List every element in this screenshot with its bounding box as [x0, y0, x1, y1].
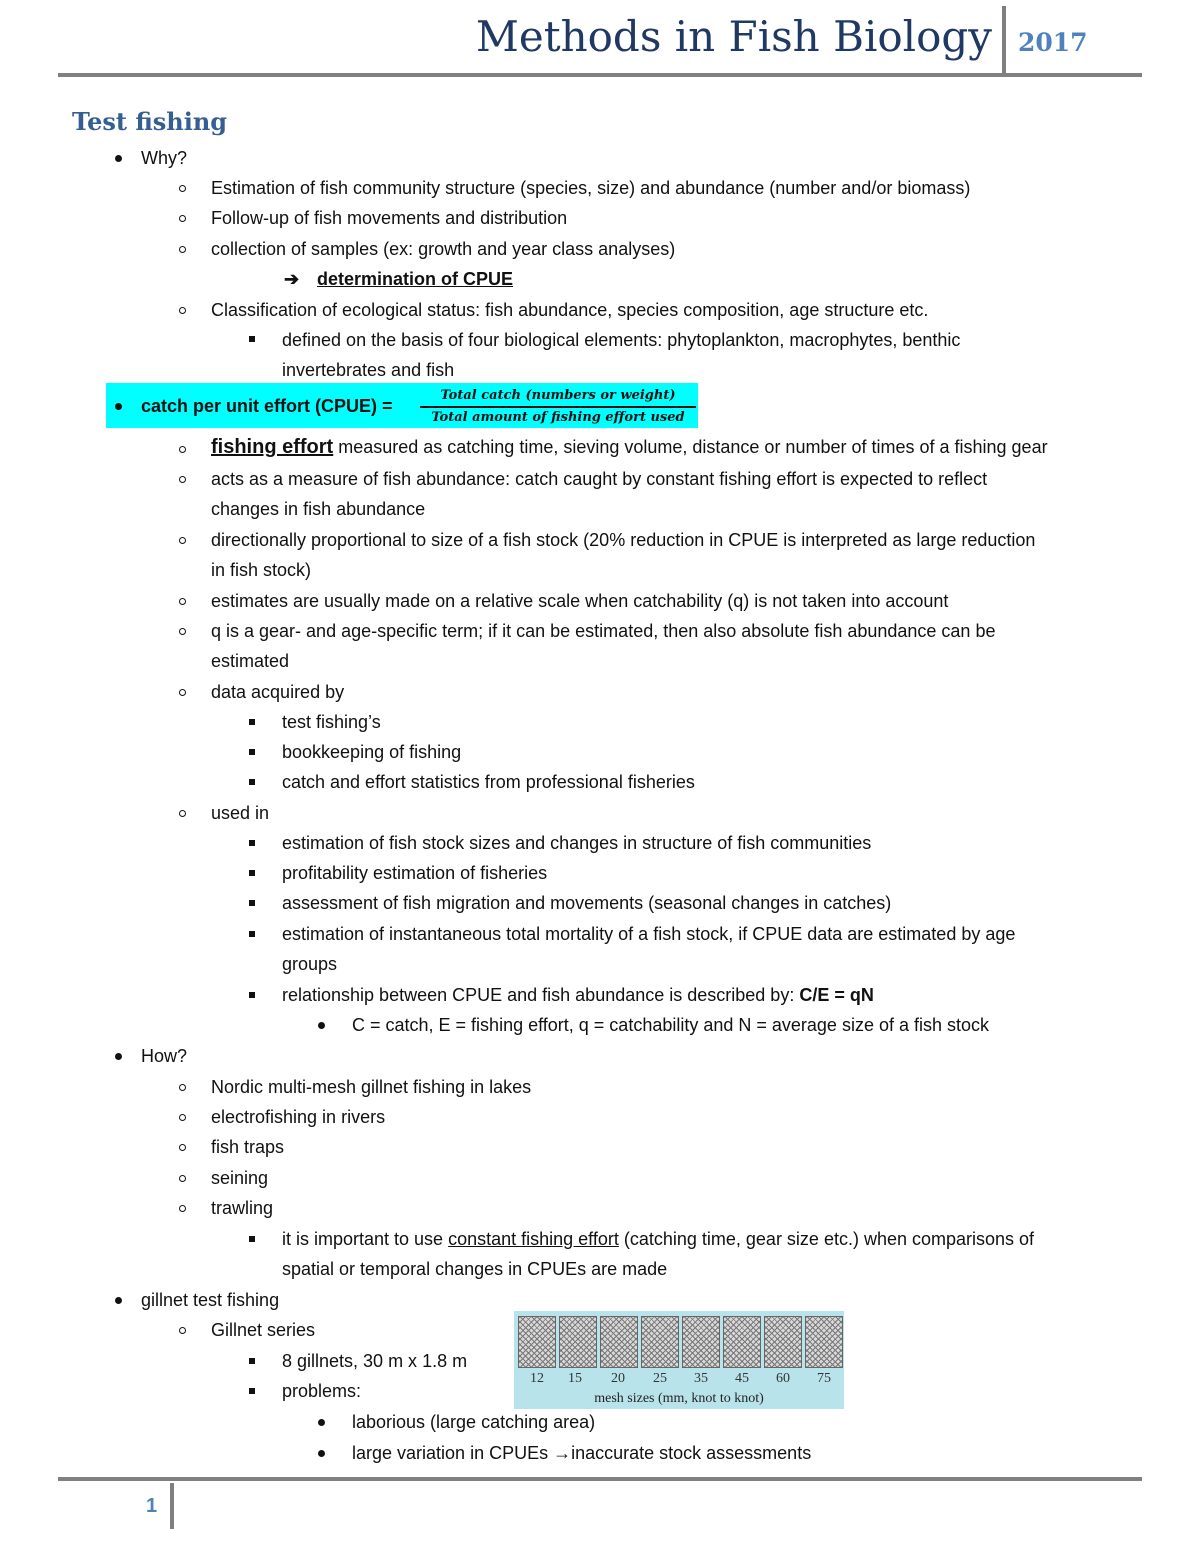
used-item: assessment of fish migration and movements (seasonal changes in catches)	[282, 893, 892, 913]
why-item: collection of samples (ex: growth and year class analyses)	[211, 239, 676, 259]
how-item: seining	[211, 1168, 269, 1188]
circle-bullet-icon	[179, 1084, 186, 1091]
effort-term: fishing effort	[211, 436, 334, 458]
bullet-icon	[318, 1022, 325, 1029]
footer-divider	[170, 1483, 174, 1529]
square-bullet-icon	[249, 749, 255, 755]
problem-item	[352, 1438, 811, 1468]
circle-bullet-icon	[179, 810, 186, 817]
measure-item: acts as a measure of fish abundance: catch caught by constant fishing effort is expected to reflect	[211, 469, 988, 489]
circle-bullet-icon	[179, 215, 186, 222]
circle-bullet-icon	[179, 598, 186, 605]
cpue-label: catch per unit effort (CPUE) =	[141, 396, 393, 416]
circle-bullet-icon	[179, 537, 186, 544]
circle-bullet-icon	[179, 246, 186, 253]
bullet-icon	[318, 1419, 325, 1426]
formula-definition: C = catch, E = fishing effort, q = catchability and N = average size of a fish stock	[352, 1015, 990, 1035]
arrow-icon: ➔	[284, 269, 300, 289]
gillnet-label: gillnet test fishing	[141, 1290, 280, 1310]
constant-effort-item	[282, 1224, 1034, 1254]
data-acquired-label: data acquired by	[211, 682, 345, 702]
header-divider	[1002, 6, 1006, 74]
bullet-icon	[115, 403, 122, 410]
used-item: profitability estimation of fisheries	[282, 863, 548, 883]
mesh-size-label: 35	[694, 1371, 708, 1386]
mesh-panel	[682, 1316, 720, 1368]
constant-effort-continued: spatial or temporal changes in CPUEs are made	[282, 1259, 668, 1279]
catchability-item-continued: estimated	[211, 651, 290, 671]
proportional-item-continued: in fish stock)	[211, 560, 312, 580]
variation-pre: large variation in CPUEs	[352, 1443, 554, 1463]
mesh-size-label: 60	[776, 1371, 790, 1386]
square-bullet-icon	[249, 870, 255, 876]
why-label: Why?	[141, 148, 188, 168]
circle-bullet-icon	[179, 185, 186, 192]
variation-post: inaccurate stock assessments	[571, 1443, 812, 1463]
gillnet-mesh-figure	[514, 1311, 844, 1409]
mesh-panel	[559, 1316, 597, 1368]
mesh-panel	[641, 1316, 679, 1368]
bullet-icon	[115, 1297, 122, 1304]
square-bullet-icon	[249, 931, 255, 937]
gillnet-count: 8 gillnets, 30 m x 1.8 m	[282, 1351, 468, 1371]
square-bullet-icon	[249, 840, 255, 846]
problems-label: problems:	[282, 1381, 362, 1401]
mesh-panel	[764, 1316, 802, 1368]
used-in-label: used in	[211, 803, 270, 823]
bullet-icon	[318, 1450, 325, 1457]
mesh-panel	[518, 1316, 556, 1368]
circle-bullet-icon	[179, 1205, 186, 1212]
section-heading: Test fishing	[72, 107, 228, 136]
document-title: Methods in Fish Biology	[475, 12, 992, 61]
mesh-size-label: 45	[735, 1371, 749, 1386]
square-bullet-icon	[249, 900, 255, 906]
mesh-panel	[600, 1316, 638, 1368]
classification-item: Classification of ecological status: fish abundance, species composition, age structure etc.	[211, 300, 929, 320]
data-item: test fishing’s	[282, 712, 381, 732]
mortality-item: estimation of instantaneous total mortality of a fish stock, if CPUE data are estimated by age	[282, 924, 1016, 944]
why-item: Follow-up of fish movements and distribution	[211, 208, 568, 228]
mesh-size-label: 15	[568, 1371, 582, 1386]
data-item: catch and effort statistics from professional fisheries	[282, 772, 695, 792]
mesh-size-label: 25	[653, 1371, 667, 1386]
square-bullet-icon	[249, 1358, 255, 1364]
relationship-text: relationship between CPUE and fish abundance is described by:	[282, 985, 800, 1005]
circle-bullet-icon	[179, 446, 186, 453]
how-label: How?	[141, 1046, 188, 1066]
square-bullet-icon	[249, 779, 255, 785]
measure-item-continued: changes in fish abundance	[211, 499, 426, 519]
circle-bullet-icon	[179, 307, 186, 314]
page-number: 1	[146, 1495, 158, 1517]
cpue-numerator: Total catch (numbers or weight)	[440, 388, 676, 403]
square-bullet-icon	[249, 1236, 255, 1242]
bullet-icon	[115, 1053, 122, 1060]
how-item: fish traps	[211, 1137, 285, 1157]
how-item: trawling	[211, 1198, 274, 1218]
constant-effort-term: constant fishing effort	[448, 1229, 619, 1249]
mesh-size-label: 75	[817, 1371, 831, 1386]
square-bullet-icon	[249, 719, 255, 725]
how-item: Nordic multi-mesh gillnet fishing in lakes	[211, 1077, 532, 1097]
why-item: Estimation of fish community structure (species, size) and abundance (number and/or biomass)	[211, 178, 971, 198]
relationship-formula: C/E = qN	[799, 985, 874, 1005]
mesh-size-label: 12	[530, 1371, 544, 1386]
gillnet-series: Gillnet series	[211, 1320, 316, 1340]
mesh-panel	[805, 1316, 843, 1368]
circle-bullet-icon	[179, 689, 186, 696]
data-item: bookkeeping of fishing	[282, 742, 462, 762]
circle-bullet-icon	[179, 1114, 186, 1121]
circle-bullet-icon	[179, 1144, 186, 1151]
footer-rule	[58, 1477, 1142, 1481]
relative-scale-item: estimates are usually made on a relative scale when catchability (q) is not taken into account	[211, 591, 949, 611]
used-item: estimation of fish stock sizes and changes in structure of fish communities	[282, 833, 872, 853]
circle-bullet-icon	[179, 476, 186, 483]
effort-item	[211, 432, 1048, 462]
defined-item-continued: invertebrates and fish	[282, 360, 455, 380]
problem-item: laborious (large catching area)	[352, 1412, 596, 1432]
bullet-icon	[115, 155, 122, 162]
catchability-item: q is a gear- and age-specific term; if it can be estimated, then also absolute fish abundance can be	[211, 621, 996, 641]
how-item: electrofishing in rivers	[211, 1107, 386, 1127]
right-arrow-icon: →	[553, 1443, 572, 1463]
cpue-determination: determination of CPUE	[317, 269, 514, 289]
mesh-panel	[723, 1316, 761, 1368]
constant-effort-post: (catching time, gear size etc.) when comparisons of	[618, 1229, 1035, 1249]
mesh-caption: mesh sizes (mm, knot to knot)	[594, 1391, 764, 1406]
mesh-size-label: 20	[611, 1371, 625, 1386]
header-rule	[58, 73, 1142, 77]
circle-bullet-icon	[179, 1175, 186, 1182]
square-bullet-icon	[249, 1388, 255, 1394]
defined-item: defined on the basis of four biological elements: phytoplankton, macrophytes, benthic	[282, 330, 961, 350]
square-bullet-icon	[249, 336, 255, 342]
relationship-item	[282, 980, 874, 1010]
document-year: 2017	[1018, 28, 1088, 57]
constant-effort-pre: it is important to use	[282, 1229, 449, 1249]
mortality-item-continued: groups	[282, 954, 338, 974]
square-bullet-icon	[249, 992, 255, 998]
effort-description: measured as catching time, sieving volume, distance or number of times of a fishing gear	[333, 437, 1048, 457]
proportional-item: directionally proportional to size of a fish stock (20% reduction in CPUE is interpreted as large reduction	[211, 530, 1036, 550]
cpue-denominator: Total amount of fishing effort used	[431, 410, 685, 425]
circle-bullet-icon	[179, 1327, 186, 1334]
circle-bullet-icon	[179, 628, 186, 635]
